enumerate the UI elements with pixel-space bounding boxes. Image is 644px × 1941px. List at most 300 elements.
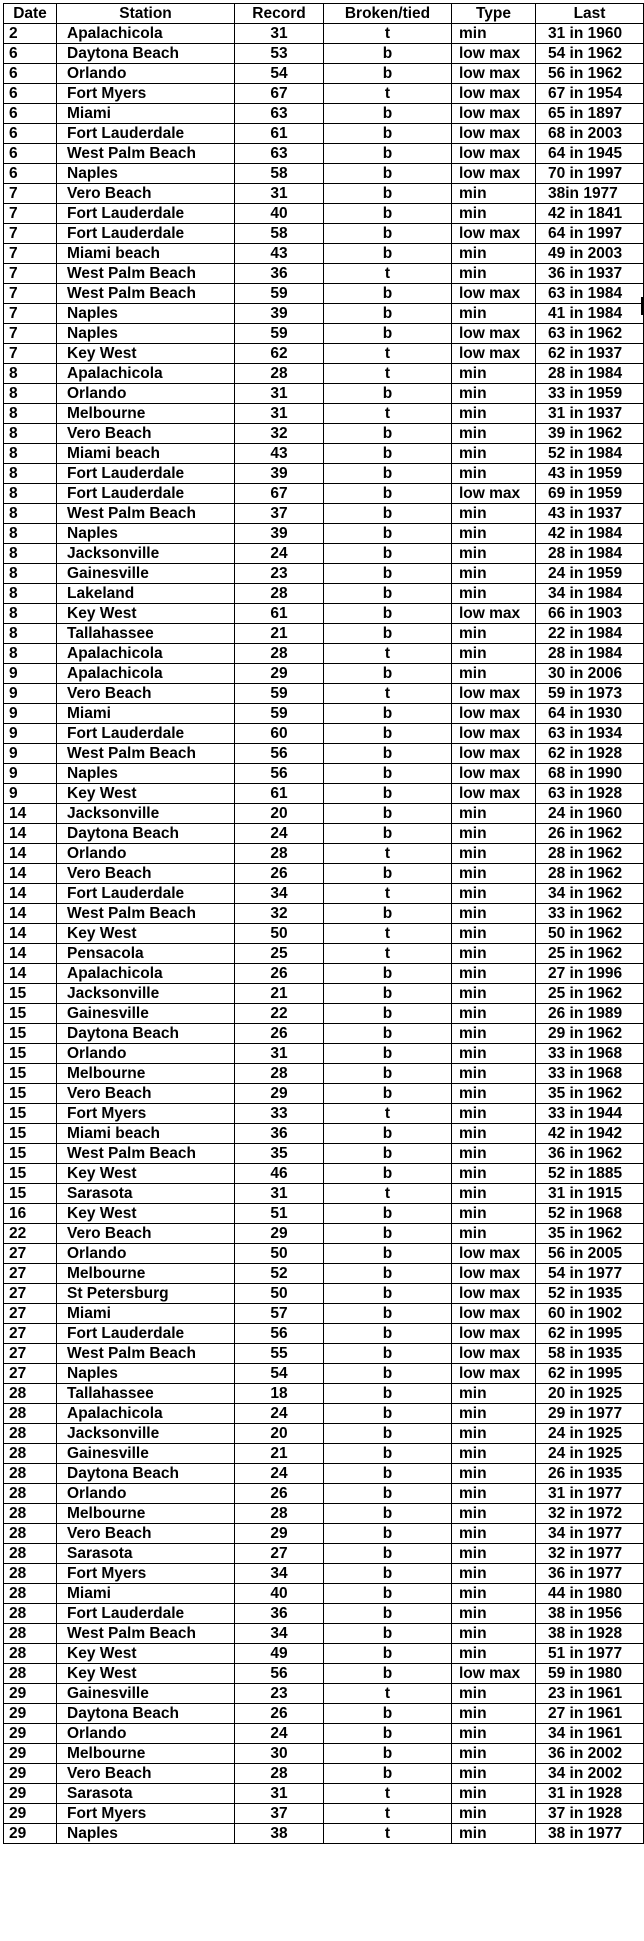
date-cell: 29 bbox=[4, 1704, 57, 1724]
station-cell: Apalachicola bbox=[57, 364, 235, 384]
header-station: Station bbox=[57, 4, 235, 24]
broken-tied-cell: t bbox=[324, 264, 452, 284]
table-row bbox=[4, 1544, 644, 1564]
type-cell: min bbox=[452, 644, 536, 664]
table-row bbox=[4, 1804, 644, 1824]
table-row bbox=[4, 1304, 644, 1324]
station-cell: Fort Lauderdale bbox=[57, 224, 235, 244]
header-type: Type bbox=[452, 4, 536, 24]
type-cell: min bbox=[452, 1044, 536, 1064]
date-cell: 28 bbox=[4, 1544, 57, 1564]
date-cell: 14 bbox=[4, 844, 57, 864]
date-cell: 29 bbox=[4, 1744, 57, 1764]
station-cell: Vero Beach bbox=[57, 1764, 235, 1784]
date-cell: 8 bbox=[4, 364, 57, 384]
station-cell: Pensacola bbox=[57, 944, 235, 964]
station-cell: Jacksonville bbox=[57, 544, 235, 564]
date-cell: 8 bbox=[4, 384, 57, 404]
station-cell: West Palm Beach bbox=[57, 1344, 235, 1364]
station-cell: Daytona Beach bbox=[57, 1704, 235, 1724]
last-cell: 63 in 1984 bbox=[536, 284, 644, 304]
record-cell: 67 bbox=[235, 484, 324, 504]
table-row bbox=[4, 1144, 644, 1164]
broken-tied-cell: b bbox=[324, 524, 452, 544]
date-cell: 28 bbox=[4, 1384, 57, 1404]
type-cell: low max bbox=[452, 684, 536, 704]
record-cell: 18 bbox=[235, 1384, 324, 1404]
last-cell: 36 in 1937 bbox=[536, 264, 644, 284]
station-cell: Fort Myers bbox=[57, 1564, 235, 1584]
last-cell: 34 in 1977 bbox=[536, 1524, 644, 1544]
date-cell: 28 bbox=[4, 1584, 57, 1604]
broken-tied-cell: b bbox=[324, 1324, 452, 1344]
station-cell: St Petersburg bbox=[57, 1284, 235, 1304]
date-cell: 8 bbox=[4, 604, 57, 624]
date-cell: 29 bbox=[4, 1684, 57, 1704]
broken-tied-cell: b bbox=[324, 1404, 452, 1424]
broken-tied-cell: b bbox=[324, 1544, 452, 1564]
broken-tied-cell: t bbox=[324, 1684, 452, 1704]
last-cell: 31 in 1937 bbox=[536, 404, 644, 424]
broken-tied-cell: b bbox=[324, 124, 452, 144]
table-row bbox=[4, 844, 644, 864]
last-cell: 28 in 1962 bbox=[536, 844, 644, 864]
last-cell: 41 in 1984 bbox=[536, 304, 644, 324]
last-cell: 34 in 1961 bbox=[536, 1724, 644, 1744]
record-cell: 39 bbox=[235, 304, 324, 324]
date-cell: 27 bbox=[4, 1304, 57, 1324]
type-cell: min bbox=[452, 204, 536, 224]
type-cell: low max bbox=[452, 1244, 536, 1264]
last-cell: 28 in 1984 bbox=[536, 544, 644, 564]
type-cell: low max bbox=[452, 284, 536, 304]
record-cell: 40 bbox=[235, 204, 324, 224]
table-row bbox=[4, 1184, 644, 1204]
table-row bbox=[4, 1084, 644, 1104]
broken-tied-cell: b bbox=[324, 324, 452, 344]
station-cell: Naples bbox=[57, 324, 235, 344]
date-cell: 6 bbox=[4, 124, 57, 144]
station-cell: Miami bbox=[57, 104, 235, 124]
date-cell: 15 bbox=[4, 1024, 57, 1044]
date-cell: 28 bbox=[4, 1484, 57, 1504]
station-cell: Jacksonville bbox=[57, 804, 235, 824]
broken-tied-cell: t bbox=[324, 1824, 452, 1844]
date-cell: 9 bbox=[4, 764, 57, 784]
type-cell: min bbox=[452, 584, 536, 604]
table-row bbox=[4, 724, 644, 744]
date-cell: 14 bbox=[4, 884, 57, 904]
station-cell: Apalachicola bbox=[57, 964, 235, 984]
last-cell: 26 in 1989 bbox=[536, 1004, 644, 1024]
table-row bbox=[4, 364, 644, 384]
type-cell: low max bbox=[452, 1344, 536, 1364]
broken-tied-cell: b bbox=[324, 624, 452, 644]
type-cell: min bbox=[452, 1764, 536, 1784]
last-cell: 67 in 1954 bbox=[536, 84, 644, 104]
station-cell: Sarasota bbox=[57, 1784, 235, 1804]
table-row bbox=[4, 1564, 644, 1584]
date-cell: 28 bbox=[4, 1564, 57, 1584]
station-cell: Fort Myers bbox=[57, 1804, 235, 1824]
table-row bbox=[4, 1324, 644, 1344]
date-cell: 15 bbox=[4, 1124, 57, 1144]
table-row bbox=[4, 324, 644, 344]
broken-tied-cell: b bbox=[324, 1224, 452, 1244]
record-cell: 28 bbox=[235, 584, 324, 604]
record-cell: 28 bbox=[235, 1064, 324, 1084]
date-cell: 8 bbox=[4, 624, 57, 644]
table-row bbox=[4, 1264, 644, 1284]
last-cell: 29 in 1962 bbox=[536, 1024, 644, 1044]
date-cell: 15 bbox=[4, 1144, 57, 1164]
date-cell: 29 bbox=[4, 1724, 57, 1744]
record-cell: 21 bbox=[235, 1444, 324, 1464]
station-cell: West Palm Beach bbox=[57, 1624, 235, 1644]
last-cell: 59 in 1980 bbox=[536, 1664, 644, 1684]
date-cell: 8 bbox=[4, 564, 57, 584]
broken-tied-cell: b bbox=[324, 704, 452, 724]
table-row bbox=[4, 344, 644, 364]
record-cell: 30 bbox=[235, 1744, 324, 1764]
last-cell: 36 in 1977 bbox=[536, 1564, 644, 1584]
date-cell: 8 bbox=[4, 444, 57, 464]
last-cell: 52 in 1984 bbox=[536, 444, 644, 464]
broken-tied-cell: b bbox=[324, 1204, 452, 1224]
last-cell: 28 in 1984 bbox=[536, 644, 644, 664]
last-cell: 28 in 1962 bbox=[536, 864, 644, 884]
date-cell: 8 bbox=[4, 644, 57, 664]
broken-tied-cell: b bbox=[324, 904, 452, 924]
station-cell: Key West bbox=[57, 604, 235, 624]
last-cell: 31 in 1960 bbox=[536, 24, 644, 44]
header-record: Record bbox=[235, 4, 324, 24]
table-row bbox=[4, 1724, 644, 1744]
record-cell: 50 bbox=[235, 924, 324, 944]
last-cell: 37 in 1928 bbox=[536, 1804, 644, 1824]
table-row bbox=[4, 1064, 644, 1084]
table-row bbox=[4, 864, 644, 884]
last-cell: 52 in 1935 bbox=[536, 1284, 644, 1304]
station-cell: Miami bbox=[57, 1584, 235, 1604]
table-row bbox=[4, 1244, 644, 1264]
last-cell: 36 in 1962 bbox=[536, 1144, 644, 1164]
date-cell: 7 bbox=[4, 204, 57, 224]
edge-mark bbox=[641, 297, 643, 315]
record-cell: 27 bbox=[235, 1544, 324, 1564]
table-row bbox=[4, 1024, 644, 1044]
station-cell: West Palm Beach bbox=[57, 144, 235, 164]
broken-tied-cell: b bbox=[324, 144, 452, 164]
last-cell: 65 in 1897 bbox=[536, 104, 644, 124]
broken-tied-cell: b bbox=[324, 1304, 452, 1324]
type-cell: min bbox=[452, 1544, 536, 1564]
record-cell: 36 bbox=[235, 1604, 324, 1624]
broken-tied-cell: b bbox=[324, 224, 452, 244]
date-cell: 15 bbox=[4, 1164, 57, 1184]
last-cell: 33 in 1968 bbox=[536, 1044, 644, 1064]
broken-tied-cell: b bbox=[324, 384, 452, 404]
broken-tied-cell: t bbox=[324, 344, 452, 364]
record-cell: 31 bbox=[235, 24, 324, 44]
broken-tied-cell: t bbox=[324, 24, 452, 44]
station-cell: Vero Beach bbox=[57, 684, 235, 704]
station-cell: Sarasota bbox=[57, 1184, 235, 1204]
last-cell: 26 in 1935 bbox=[536, 1464, 644, 1484]
station-cell: Gainesville bbox=[57, 564, 235, 584]
table-row bbox=[4, 44, 644, 64]
type-cell: min bbox=[452, 924, 536, 944]
record-cell: 35 bbox=[235, 1144, 324, 1164]
date-cell: 7 bbox=[4, 184, 57, 204]
broken-tied-cell: b bbox=[324, 864, 452, 884]
station-cell: Melbourne bbox=[57, 1504, 235, 1524]
date-cell: 29 bbox=[4, 1824, 57, 1844]
station-cell: Orlando bbox=[57, 64, 235, 84]
date-cell: 22 bbox=[4, 1224, 57, 1244]
type-cell: min bbox=[452, 1164, 536, 1184]
station-cell: Melbourne bbox=[57, 1064, 235, 1084]
table-row bbox=[4, 424, 644, 444]
table-row bbox=[4, 64, 644, 84]
last-cell: 30 in 2006 bbox=[536, 664, 644, 684]
type-cell: min bbox=[452, 1484, 536, 1504]
table-row bbox=[4, 244, 644, 264]
record-cell: 51 bbox=[235, 1204, 324, 1224]
type-cell: min bbox=[452, 504, 536, 524]
type-cell: low max bbox=[452, 144, 536, 164]
date-cell: 8 bbox=[4, 524, 57, 544]
broken-tied-cell: t bbox=[324, 1104, 452, 1124]
broken-tied-cell: b bbox=[324, 984, 452, 1004]
station-cell: Orlando bbox=[57, 1044, 235, 1064]
last-cell: 22 in 1984 bbox=[536, 624, 644, 644]
broken-tied-cell: b bbox=[324, 464, 452, 484]
broken-tied-cell: b bbox=[324, 1064, 452, 1084]
station-cell: Apalachicola bbox=[57, 1404, 235, 1424]
table-row bbox=[4, 264, 644, 284]
record-cell: 52 bbox=[235, 1264, 324, 1284]
type-cell: min bbox=[452, 884, 536, 904]
table-row bbox=[4, 1444, 644, 1464]
broken-tied-cell: b bbox=[324, 164, 452, 184]
type-cell: min bbox=[452, 1024, 536, 1044]
broken-tied-cell: b bbox=[324, 1764, 452, 1784]
record-cell: 50 bbox=[235, 1244, 324, 1264]
last-cell: 27 in 1961 bbox=[536, 1704, 644, 1724]
station-cell: Orlando bbox=[57, 384, 235, 404]
last-cell: 42 in 1942 bbox=[536, 1124, 644, 1144]
date-cell: 14 bbox=[4, 824, 57, 844]
type-cell: min bbox=[452, 804, 536, 824]
last-cell: 42 in 1984 bbox=[536, 524, 644, 544]
type-cell: low max bbox=[452, 484, 536, 504]
record-cell: 28 bbox=[235, 644, 324, 664]
type-cell: low max bbox=[452, 164, 536, 184]
date-cell: 6 bbox=[4, 104, 57, 124]
date-cell: 29 bbox=[4, 1784, 57, 1804]
broken-tied-cell: t bbox=[324, 404, 452, 424]
record-cell: 31 bbox=[235, 1184, 324, 1204]
station-cell: Naples bbox=[57, 1824, 235, 1844]
date-cell: 29 bbox=[4, 1804, 57, 1824]
record-cell: 56 bbox=[235, 764, 324, 784]
type-cell: min bbox=[452, 1824, 536, 1844]
type-cell: min bbox=[452, 1604, 536, 1624]
record-cell: 58 bbox=[235, 224, 324, 244]
date-cell: 9 bbox=[4, 784, 57, 804]
station-cell: Miami beach bbox=[57, 244, 235, 264]
record-cell: 28 bbox=[235, 844, 324, 864]
table-row bbox=[4, 824, 644, 844]
broken-tied-cell: b bbox=[324, 564, 452, 584]
date-cell: 8 bbox=[4, 404, 57, 424]
table-row bbox=[4, 1344, 644, 1364]
table-row bbox=[4, 1124, 644, 1144]
type-cell: min bbox=[452, 1444, 536, 1464]
date-cell: 9 bbox=[4, 744, 57, 764]
broken-tied-cell: b bbox=[324, 1564, 452, 1584]
record-cell: 39 bbox=[235, 464, 324, 484]
table-row bbox=[4, 384, 644, 404]
broken-tied-cell: b bbox=[324, 1464, 452, 1484]
last-cell: 49 in 2003 bbox=[536, 244, 644, 264]
type-cell: min bbox=[452, 1404, 536, 1424]
last-cell: 42 in 1841 bbox=[536, 204, 644, 224]
date-cell: 27 bbox=[4, 1364, 57, 1384]
header-row bbox=[4, 4, 644, 24]
last-cell: 63 in 1962 bbox=[536, 324, 644, 344]
type-cell: min bbox=[452, 1504, 536, 1524]
broken-tied-cell: b bbox=[324, 1524, 452, 1544]
date-cell: 15 bbox=[4, 1064, 57, 1084]
type-cell: low max bbox=[452, 1664, 536, 1684]
station-cell: Daytona Beach bbox=[57, 824, 235, 844]
type-cell: min bbox=[452, 1744, 536, 1764]
date-cell: 8 bbox=[4, 484, 57, 504]
table-row bbox=[4, 224, 644, 244]
broken-tied-cell: b bbox=[324, 1164, 452, 1184]
date-cell: 28 bbox=[4, 1624, 57, 1644]
record-cell: 28 bbox=[235, 364, 324, 384]
broken-tied-cell: t bbox=[324, 364, 452, 384]
type-cell: min bbox=[452, 464, 536, 484]
date-cell: 8 bbox=[4, 584, 57, 604]
table-row bbox=[4, 204, 644, 224]
date-cell: 8 bbox=[4, 544, 57, 564]
table-row bbox=[4, 464, 644, 484]
record-cell: 31 bbox=[235, 184, 324, 204]
station-cell: Naples bbox=[57, 764, 235, 784]
broken-tied-cell: b bbox=[324, 1444, 452, 1464]
station-cell: Miami bbox=[57, 704, 235, 724]
station-cell: Jacksonville bbox=[57, 984, 235, 1004]
station-cell: West Palm Beach bbox=[57, 284, 235, 304]
broken-tied-cell: b bbox=[324, 1604, 452, 1624]
broken-tied-cell: b bbox=[324, 664, 452, 684]
type-cell: min bbox=[452, 984, 536, 1004]
type-cell: min bbox=[452, 624, 536, 644]
broken-tied-cell: b bbox=[324, 1264, 452, 1284]
record-cell: 26 bbox=[235, 1024, 324, 1044]
type-cell: min bbox=[452, 564, 536, 584]
table-row bbox=[4, 564, 644, 584]
last-cell: 25 in 1962 bbox=[536, 984, 644, 1004]
station-cell: Vero Beach bbox=[57, 184, 235, 204]
type-cell: min bbox=[452, 1784, 536, 1804]
type-cell: min bbox=[452, 1004, 536, 1024]
station-cell: Fort Myers bbox=[57, 84, 235, 104]
station-cell: Gainesville bbox=[57, 1684, 235, 1704]
broken-tied-cell: b bbox=[324, 544, 452, 564]
type-cell: min bbox=[452, 864, 536, 884]
date-cell: 8 bbox=[4, 424, 57, 444]
record-cell: 57 bbox=[235, 1304, 324, 1324]
broken-tied-cell: b bbox=[324, 1644, 452, 1664]
broken-tied-cell: b bbox=[324, 584, 452, 604]
date-cell: 8 bbox=[4, 504, 57, 524]
table-row bbox=[4, 1484, 644, 1504]
type-cell: low max bbox=[452, 324, 536, 344]
station-cell: Orlando bbox=[57, 1484, 235, 1504]
broken-tied-cell: b bbox=[324, 1004, 452, 1024]
last-cell: 62 in 1995 bbox=[536, 1364, 644, 1384]
record-cell: 37 bbox=[235, 1804, 324, 1824]
last-cell: 24 in 1925 bbox=[536, 1444, 644, 1464]
last-cell: 26 in 1962 bbox=[536, 824, 644, 844]
last-cell: 34 in 1984 bbox=[536, 584, 644, 604]
records-table bbox=[3, 3, 644, 1844]
station-cell: West Palm Beach bbox=[57, 264, 235, 284]
last-cell: 29 in 1977 bbox=[536, 1404, 644, 1424]
record-cell: 31 bbox=[235, 1784, 324, 1804]
type-cell: min bbox=[452, 304, 536, 324]
type-cell: min bbox=[452, 1204, 536, 1224]
station-cell: Tallahassee bbox=[57, 1384, 235, 1404]
station-cell: Key West bbox=[57, 344, 235, 364]
record-cell: 29 bbox=[235, 1524, 324, 1544]
broken-tied-cell: b bbox=[324, 1024, 452, 1044]
broken-tied-cell: b bbox=[324, 1724, 452, 1744]
type-cell: low max bbox=[452, 104, 536, 124]
broken-tied-cell: b bbox=[324, 1624, 452, 1644]
last-cell: 56 in 1962 bbox=[536, 64, 644, 84]
type-cell: min bbox=[452, 444, 536, 464]
last-cell: 35 in 1962 bbox=[536, 1224, 644, 1244]
last-cell: 36 in 2002 bbox=[536, 1744, 644, 1764]
table-row bbox=[4, 1044, 644, 1064]
record-cell: 53 bbox=[235, 44, 324, 64]
table-row bbox=[4, 684, 644, 704]
record-cell: 23 bbox=[235, 564, 324, 584]
table-row bbox=[4, 784, 644, 804]
last-cell: 38 in 1977 bbox=[536, 1824, 644, 1844]
last-cell: 38 in 1956 bbox=[536, 1604, 644, 1624]
table-row bbox=[4, 1664, 644, 1684]
table-row bbox=[4, 1504, 644, 1524]
broken-tied-cell: b bbox=[324, 1364, 452, 1384]
table-row bbox=[4, 504, 644, 524]
broken-tied-cell: b bbox=[324, 244, 452, 264]
table-row bbox=[4, 164, 644, 184]
type-cell: min bbox=[452, 1464, 536, 1484]
table-row bbox=[4, 124, 644, 144]
last-cell: 34 in 2002 bbox=[536, 1764, 644, 1784]
last-cell: 63 in 1928 bbox=[536, 784, 644, 804]
date-cell: 29 bbox=[4, 1764, 57, 1784]
record-cell: 28 bbox=[235, 1504, 324, 1524]
station-cell: Vero Beach bbox=[57, 864, 235, 884]
